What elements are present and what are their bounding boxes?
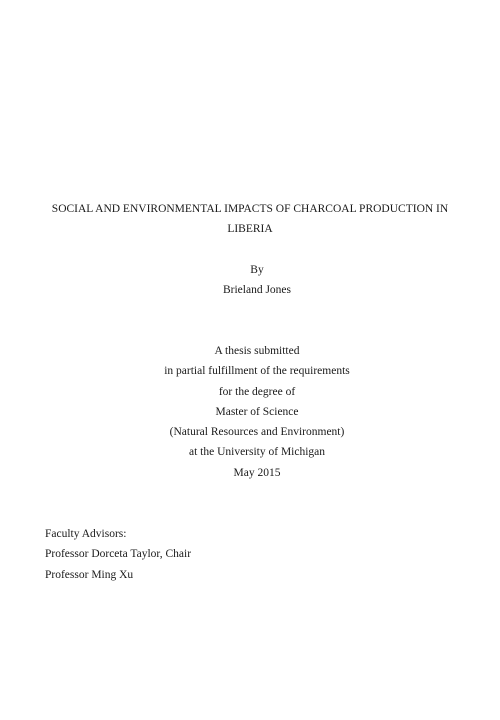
author-name: Brieland Jones: [222, 284, 292, 296]
advisor-chair: Professor Dorceta Taylor, Chair: [45, 548, 192, 560]
submission-date: May 2015: [233, 467, 281, 479]
institution: at the University of Michigan: [188, 446, 326, 458]
statement-line-1: A thesis submitted: [214, 345, 300, 357]
thesis-title: [30, 199, 470, 239]
statement-line-2: in partial fulfillment of the requirements: [164, 365, 350, 377]
thesis-title-line-2: LIBERIA: [227, 223, 273, 235]
degree-name: Master of Science: [215, 406, 299, 418]
degree-program: (Natural Resources and Environment): [169, 426, 345, 438]
statement-line-3: for the degree of: [218, 386, 296, 398]
advisors-heading: Faculty Advisors:: [45, 528, 127, 540]
thesis-title-line-1: SOCIAL AND ENVIRONMENTAL IMPACTS OF CHARCOAL PRODUCTION IN: [51, 203, 449, 215]
by-label: By: [250, 264, 264, 276]
advisor-member: Professor Ming Xu: [45, 569, 134, 581]
